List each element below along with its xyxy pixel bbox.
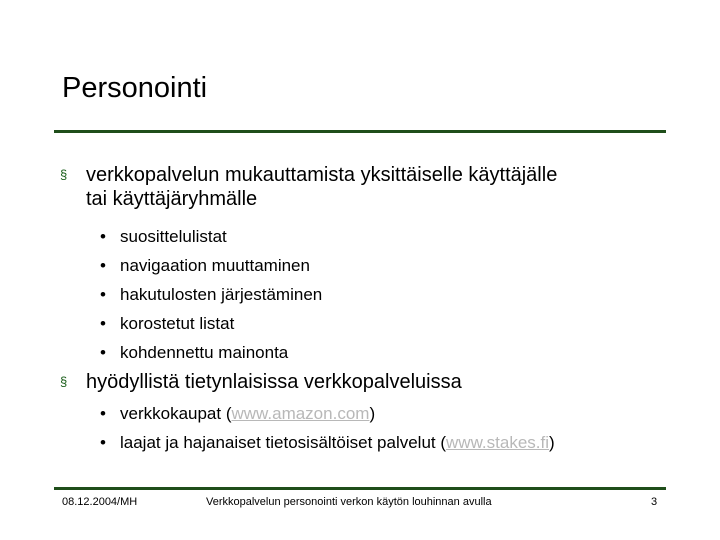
amazon-link[interactable]: www.amazon.com [231, 404, 370, 423]
section-bullet-icon: § [60, 167, 68, 182]
list-item-suffix: ) [369, 404, 376, 423]
list-item-text [120, 399, 375, 428]
stakes-link[interactable]: www.stakes.fi [446, 433, 550, 452]
list-item-text: korostetut listat [120, 314, 235, 333]
bullet-2-text: hyödyllistä tietynlaisissa verkkopalveluissa [86, 371, 462, 393]
bullet-1-line-1: verkkopalvelun mukauttamista yksittäiselle käyttäjälle [86, 164, 558, 186]
list-item-text [120, 428, 555, 457]
bullet-dot-icon: • [100, 343, 106, 362]
bullet-dot-icon: • [100, 404, 106, 423]
bullet-1-text [86, 163, 686, 211]
bullet-dot-icon: • [100, 314, 106, 333]
bullet-dot-icon: • [100, 433, 106, 452]
footer-date-author: 08.12.2004/MH [62, 496, 138, 508]
list-item-text: hakutulosten järjestäminen [120, 285, 323, 304]
bullet-dot-icon: • [100, 285, 106, 304]
list-item-prefix: laajat ja hajanaiset tietosisältöiset palvelut ( [120, 433, 447, 452]
footer-divider [54, 487, 666, 490]
list-item-text: suosittelulistat [120, 227, 227, 246]
footer-center-text: Verkkopalvelun personointi verkon käytön louhinnan avulla [206, 496, 492, 508]
slide-title: Personointi [62, 72, 208, 104]
bullet-dot-icon: • [100, 227, 106, 246]
list-item-text: navigaation muuttaminen [120, 256, 310, 275]
section-bullet-icon: § [60, 374, 68, 389]
list-item-prefix: verkkokaupat ( [120, 404, 232, 423]
list-item-suffix: ) [549, 433, 555, 452]
title-divider [54, 130, 666, 133]
page-number: 3 [651, 496, 658, 508]
bullet-1-line-2: tai käyttäjäryhmälle [86, 188, 258, 210]
list-item-text: kohdennettu mainonta [120, 343, 289, 362]
bullet-dot-icon: • [100, 256, 106, 275]
